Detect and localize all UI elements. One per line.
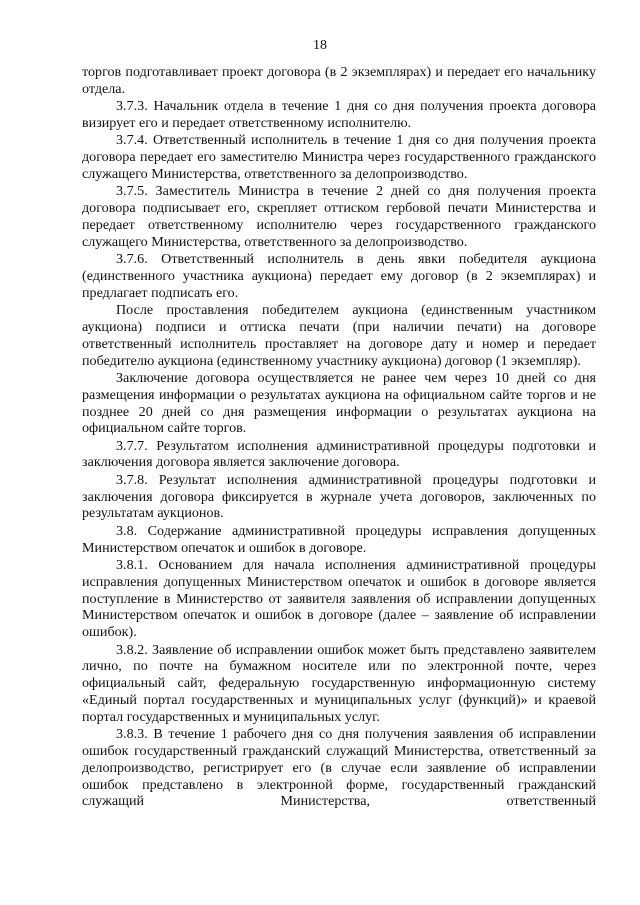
paragraph-signing: После проставления победителем аукциона (единственным участником аукциона) подписи и оттиска печати (при наличии печати) на договоре ответственный исполнитель проставляет на договоре дату и номер и передает победителю аукциона (единственному участнику аукциона) договор (1 экземпляр).: [82, 302, 596, 369]
paragraph-3-8-3: 3.8.3. В течение 1 рабочего дня со дня получения заявления об исправлении ошибок государственный гражданский служащий Министерства, ответственный за делопроизводство, регистрирует его (в случае если заявление об исправлении ошибок представлено в электронной форме, государственный гражданский служащий Министерства, ответственный: [82, 726, 596, 810]
paragraph-3-7-3: 3.7.3. Начальник отдела в течение 1 дня со дня получения проекта договора визирует его и передает ответственному исполнителю.: [82, 98, 596, 131]
paragraph-3-7-6: 3.7.6. Ответственный исполнитель в день явки победителя аукциона (единственного участника аукциона) передает ему договор (в 2 экземплярах) и предлагает подписать его.: [82, 251, 596, 301]
paragraph-continuation: торгов подготавливает проект договора (в 2 экземплярах) и передает его начальнику отдела.: [82, 64, 596, 97]
paragraph-3-8-2: 3.8.2. Заявление об исправлении ошибок может быть представлено заявителем лично, по почте на бумажном носителе или по электронной почте, через официальный сайт, федеральную государственную информационную систему «Единый портал государственных и муниципальных услуг (функций)» и краевой портал государственных и муниципальных услуг.: [82, 641, 596, 725]
paragraph-3-7-7: 3.7.7. Результатом исполнения административной процедуры подготовки и заключения договора является заключение договора.: [82, 437, 596, 471]
page-number: 18: [313, 38, 327, 53]
paragraph-3-8: 3.8. Содержание административной процедуры исправления допущенных Министерством опечаток и ошибок в договоре.: [82, 522, 596, 556]
paragraph-3-7-5: 3.7.5. Заместитель Министра в течение 2 дней со дня получения проекта договора подписывает его, скрепляет оттиском гербовой печати Министерства и передает ответственному исполнителю через государственного гражданского служащего Министерства, ответственного за делопроизводство.: [82, 183, 596, 250]
paragraph-3-8-1: 3.8.1. Основанием для начала исполнения административной процедуры исправления допущенных Министерством опечаток и ошибок в договоре является поступление в Министерство от заявителя заявления об исправлении допущенных Министерством опечаток и ошибок в договоре (далее – заявление об исправлении ошибок).: [82, 557, 596, 641]
document-body: [82, 64, 596, 810]
paragraph-3-7-8: 3.7.8. Результат исполнения административной процедуры подготовки и заключения договора фиксируется в журнале учета договоров, заключенных по результатам аукционов.: [82, 471, 596, 522]
paragraph-3-7-4: 3.7.4. Ответственный исполнитель в течение 1 дня со дня получения проекта договора передает его заместителю Министра через государственного гражданского служащего Министерства, ответственного за делопроизводство.: [82, 132, 596, 182]
paragraph-contract-conclusion: Заключение договора осуществляется не ранее чем через 10 дней со дня размещения информации о результатах аукциона на официальном сайте торгов и не позднее 20 дней со дня размещения информации о результатах аукциона на официальном сайте торгов.: [82, 369, 596, 437]
